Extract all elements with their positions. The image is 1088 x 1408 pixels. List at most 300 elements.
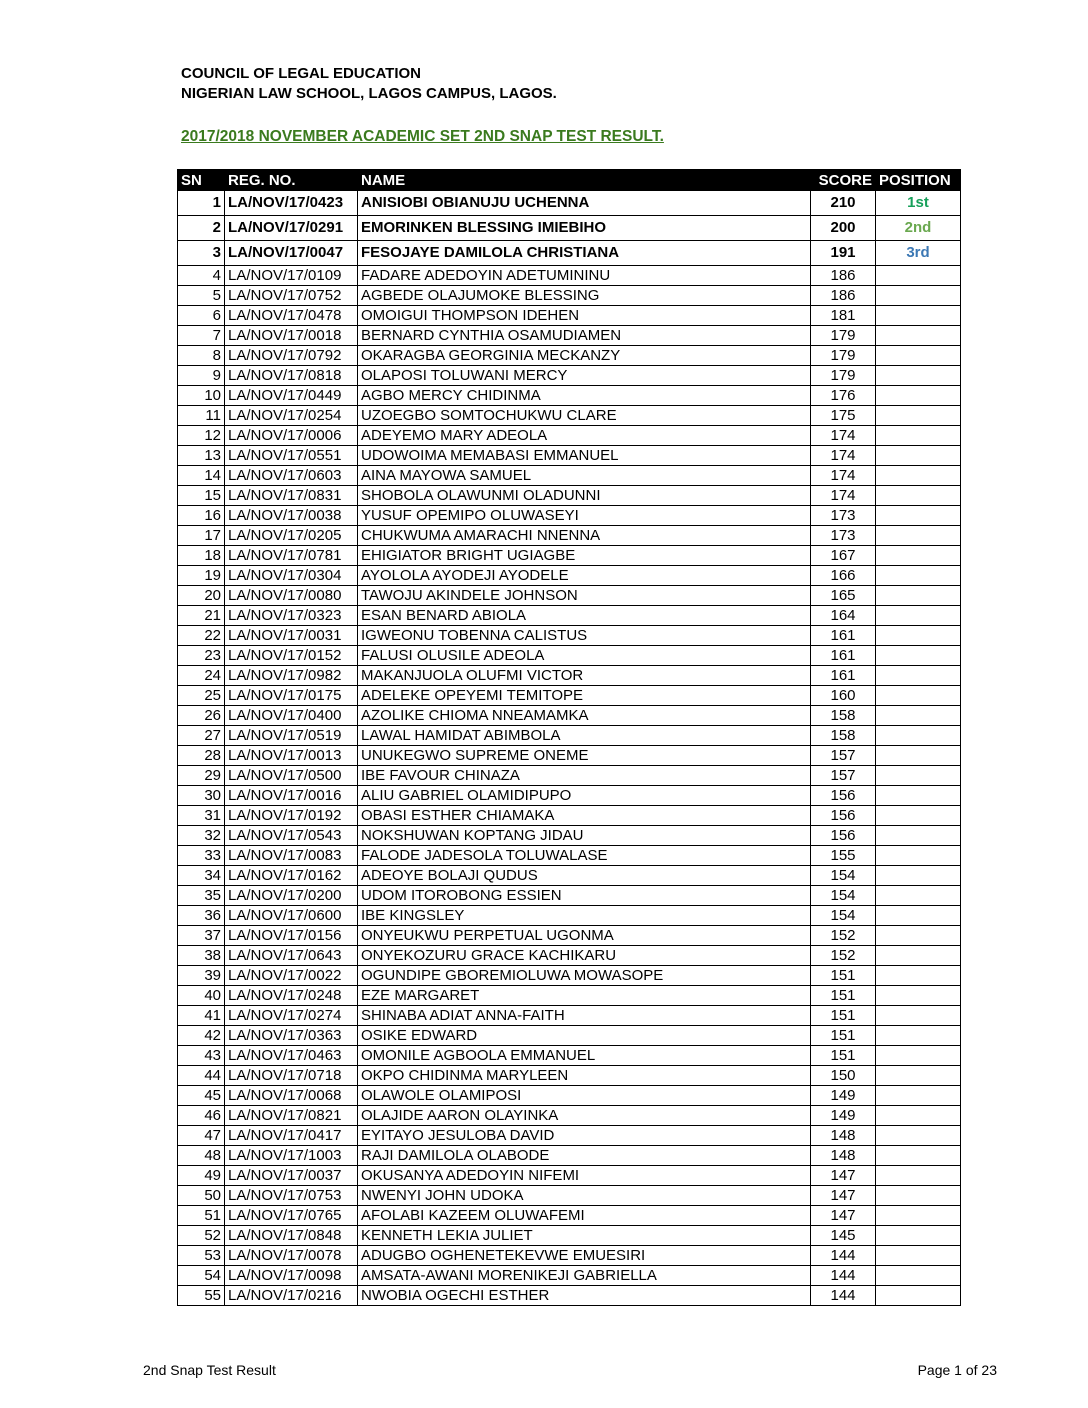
name-cell: NWENYI JOHN UDOKA xyxy=(358,1186,811,1206)
position-cell xyxy=(876,406,961,426)
score-cell: 173 xyxy=(811,526,876,546)
score-cell: 161 xyxy=(811,646,876,666)
position-cell xyxy=(876,1206,961,1226)
sn-cell: 9 xyxy=(178,366,225,386)
name-cell: RAJI DAMILOLA OLABODE xyxy=(358,1146,811,1166)
position-cell xyxy=(876,806,961,826)
table-row xyxy=(178,886,961,906)
position-cell xyxy=(876,646,961,666)
score-cell: 161 xyxy=(811,626,876,646)
table-row xyxy=(178,506,961,526)
name-cell: UDOWOIMA MEMABASI EMMANUEL xyxy=(358,446,811,466)
name-cell: ONYEKOZURU GRACE KACHIKARU xyxy=(358,946,811,966)
name-cell: IBE KINGSLEY xyxy=(358,906,811,926)
table-row xyxy=(178,1086,961,1106)
position-cell xyxy=(876,926,961,946)
score-cell: 145 xyxy=(811,1226,876,1246)
score-cell: 148 xyxy=(811,1146,876,1166)
position-cell xyxy=(876,526,961,546)
sn-cell: 20 xyxy=(178,586,225,606)
sn-cell: 47 xyxy=(178,1126,225,1146)
sn-cell: 24 xyxy=(178,666,225,686)
position-cell: 3rd xyxy=(876,241,961,266)
name-cell: ESAN BENARD ABIOLA xyxy=(358,606,811,626)
reg-no-cell: LA/NOV/17/0818 xyxy=(225,366,358,386)
score-cell: 149 xyxy=(811,1106,876,1126)
name-cell: CHUKWUMA AMARACHI NNENNA xyxy=(358,526,811,546)
sn-cell: 40 xyxy=(178,986,225,1006)
sn-cell: 26 xyxy=(178,706,225,726)
position-cell xyxy=(876,686,961,706)
score-cell: 151 xyxy=(811,1046,876,1066)
table-row xyxy=(178,686,961,706)
position-cell xyxy=(876,1046,961,1066)
results-table xyxy=(177,169,961,1306)
table-row xyxy=(178,946,961,966)
table-row xyxy=(178,1026,961,1046)
name-cell: OKARAGBA GEORGINIA MECKANZY xyxy=(358,346,811,366)
name-cell: FALUSI OLUSILE ADEOLA xyxy=(358,646,811,666)
column-header-position: POSITION xyxy=(876,170,961,191)
position-cell: 1st xyxy=(876,191,961,216)
table-row xyxy=(178,906,961,926)
table-row xyxy=(178,366,961,386)
position-cell xyxy=(876,666,961,686)
score-cell: 157 xyxy=(811,746,876,766)
reg-no-cell: LA/NOV/17/0254 xyxy=(225,406,358,426)
score-cell: 186 xyxy=(811,286,876,306)
score-cell: 156 xyxy=(811,826,876,846)
position-cell xyxy=(876,606,961,626)
score-cell: 156 xyxy=(811,806,876,826)
score-cell: 151 xyxy=(811,1026,876,1046)
position-cell xyxy=(876,486,961,506)
position-cell xyxy=(876,986,961,1006)
table-row xyxy=(178,726,961,746)
reg-no-cell: LA/NOV/17/0013 xyxy=(225,746,358,766)
sn-cell: 22 xyxy=(178,626,225,646)
sn-cell: 7 xyxy=(178,326,225,346)
name-cell: SHOBOLA OLAWUNMI OLADUNNI xyxy=(358,486,811,506)
reg-no-cell: LA/NOV/17/0500 xyxy=(225,766,358,786)
reg-no-cell: LA/NOV/17/0098 xyxy=(225,1266,358,1286)
reg-no-cell: LA/NOV/17/0982 xyxy=(225,666,358,686)
sn-cell: 53 xyxy=(178,1246,225,1266)
position-cell xyxy=(876,1226,961,1246)
score-cell: 161 xyxy=(811,666,876,686)
reg-no-cell: LA/NOV/17/0551 xyxy=(225,446,358,466)
table-row xyxy=(178,286,961,306)
position-cell xyxy=(876,626,961,646)
table-row xyxy=(178,666,961,686)
name-cell: UDOM ITOROBONG ESSIEN xyxy=(358,886,811,906)
table-row xyxy=(178,746,961,766)
score-cell: 152 xyxy=(811,926,876,946)
name-cell: TAWOJU AKINDELE JOHNSON xyxy=(358,586,811,606)
position-cell xyxy=(876,886,961,906)
sn-cell: 38 xyxy=(178,946,225,966)
score-cell: 174 xyxy=(811,486,876,506)
name-cell: AZOLIKE CHIOMA NNEAMAMKA xyxy=(358,706,811,726)
score-cell: 167 xyxy=(811,546,876,566)
reg-no-cell: LA/NOV/17/0323 xyxy=(225,606,358,626)
results-body xyxy=(178,191,961,1306)
score-cell: 166 xyxy=(811,566,876,586)
position-cell xyxy=(876,286,961,306)
table-row xyxy=(178,986,961,1006)
name-cell: AMSATA-AWANI MORENIKEJI GABRIELLA xyxy=(358,1266,811,1286)
score-cell: 164 xyxy=(811,606,876,626)
position-cell xyxy=(876,766,961,786)
score-cell: 148 xyxy=(811,1126,876,1146)
score-cell: 210 xyxy=(811,191,876,216)
score-cell: 147 xyxy=(811,1186,876,1206)
reg-no-cell: LA/NOV/17/0519 xyxy=(225,726,358,746)
reg-no-cell: LA/NOV/17/0603 xyxy=(225,466,358,486)
score-cell: 144 xyxy=(811,1266,876,1286)
sn-cell: 10 xyxy=(178,386,225,406)
table-row xyxy=(178,1106,961,1126)
reg-no-cell: LA/NOV/17/0078 xyxy=(225,1246,358,1266)
position-cell xyxy=(876,1186,961,1206)
score-cell: 144 xyxy=(811,1246,876,1266)
position-cell xyxy=(876,386,961,406)
footer-label: 2nd Snap Test Result xyxy=(143,1362,276,1378)
score-cell: 154 xyxy=(811,886,876,906)
position-cell xyxy=(876,966,961,986)
name-cell: KENNETH LEKIA JULIET xyxy=(358,1226,811,1246)
position-cell xyxy=(876,786,961,806)
table-row xyxy=(178,216,961,241)
sn-cell: 8 xyxy=(178,346,225,366)
name-cell: NWOBIA OGECHI ESTHER xyxy=(358,1286,811,1306)
sn-cell: 5 xyxy=(178,286,225,306)
sn-cell: 41 xyxy=(178,1006,225,1026)
score-cell: 200 xyxy=(811,216,876,241)
score-cell: 154 xyxy=(811,906,876,926)
reg-no-cell: LA/NOV/17/0848 xyxy=(225,1226,358,1246)
table-row xyxy=(178,241,961,266)
position-cell xyxy=(876,306,961,326)
sn-cell: 55 xyxy=(178,1286,225,1306)
sn-cell: 45 xyxy=(178,1086,225,1106)
sn-cell: 39 xyxy=(178,966,225,986)
sn-cell: 27 xyxy=(178,726,225,746)
table-row xyxy=(178,646,961,666)
name-cell: IGWEONU TOBENNA CALISTUS xyxy=(358,626,811,646)
score-cell: 160 xyxy=(811,686,876,706)
table-row xyxy=(178,466,961,486)
sn-cell: 34 xyxy=(178,866,225,886)
reg-no-cell: LA/NOV/17/0200 xyxy=(225,886,358,906)
table-row xyxy=(178,426,961,446)
name-cell: MAKANJUOLA OLUFMI VICTOR xyxy=(358,666,811,686)
reg-no-cell: LA/NOV/17/0718 xyxy=(225,1066,358,1086)
reg-no-cell: LA/NOV/17/0643 xyxy=(225,946,358,966)
table-row xyxy=(178,266,961,286)
score-cell: 186 xyxy=(811,266,876,286)
sn-cell: 1 xyxy=(178,191,225,216)
reg-no-cell: LA/NOV/17/0175 xyxy=(225,686,358,706)
name-cell: OLAJIDE AARON OLAYINKA xyxy=(358,1106,811,1126)
name-cell: EHIGIATOR BRIGHT UGIAGBE xyxy=(358,546,811,566)
reg-no-cell: LA/NOV/17/0022 xyxy=(225,966,358,986)
page-number: Page 1 of 23 xyxy=(917,1362,997,1378)
name-cell: FALODE JADESOLA TOLUWALASE xyxy=(358,846,811,866)
sn-cell: 13 xyxy=(178,446,225,466)
score-cell: 158 xyxy=(811,726,876,746)
score-cell: 179 xyxy=(811,346,876,366)
reg-no-cell: LA/NOV/17/0152 xyxy=(225,646,358,666)
score-cell: 176 xyxy=(811,386,876,406)
position-cell xyxy=(876,426,961,446)
score-cell: 150 xyxy=(811,1066,876,1086)
position-cell xyxy=(876,346,961,366)
score-cell: 165 xyxy=(811,586,876,606)
score-cell: 173 xyxy=(811,506,876,526)
score-cell: 181 xyxy=(811,306,876,326)
score-cell: 149 xyxy=(811,1086,876,1106)
sn-cell: 19 xyxy=(178,566,225,586)
sn-cell: 23 xyxy=(178,646,225,666)
table-row xyxy=(178,1066,961,1086)
reg-no-cell: LA/NOV/17/0080 xyxy=(225,586,358,606)
position-cell xyxy=(876,826,961,846)
position-cell xyxy=(876,1146,961,1166)
table-header-row xyxy=(178,170,961,191)
position-cell xyxy=(876,706,961,726)
table-row xyxy=(178,486,961,506)
sn-cell: 48 xyxy=(178,1146,225,1166)
score-cell: 191 xyxy=(811,241,876,266)
table-row xyxy=(178,1226,961,1246)
reg-no-cell: LA/NOV/17/0400 xyxy=(225,706,358,726)
reg-no-cell: LA/NOV/17/0363 xyxy=(225,1026,358,1046)
reg-no-cell: LA/NOV/17/0821 xyxy=(225,1106,358,1126)
position-cell xyxy=(876,366,961,386)
table-row xyxy=(178,1206,961,1226)
name-cell: OGUNDIPE GBOREMIOLUWA MOWASOPE xyxy=(358,966,811,986)
column-header-reg-no: REG. NO. xyxy=(225,170,358,191)
name-cell: OKPO CHIDINMA MARYLEEN xyxy=(358,1066,811,1086)
reg-no-cell: LA/NOV/17/0037 xyxy=(225,1166,358,1186)
table-row xyxy=(178,526,961,546)
sn-cell: 32 xyxy=(178,826,225,846)
table-row xyxy=(178,966,961,986)
sn-cell: 4 xyxy=(178,266,225,286)
position-cell xyxy=(876,1106,961,1126)
position-cell: 2nd xyxy=(876,216,961,241)
position-cell xyxy=(876,1286,961,1306)
reg-no-cell: LA/NOV/17/0156 xyxy=(225,926,358,946)
name-cell: AGBO MERCY CHIDINMA xyxy=(358,386,811,406)
table-row xyxy=(178,1166,961,1186)
score-cell: 157 xyxy=(811,766,876,786)
table-row xyxy=(178,606,961,626)
score-cell: 151 xyxy=(811,966,876,986)
sn-cell: 50 xyxy=(178,1186,225,1206)
reg-no-cell: LA/NOV/17/0016 xyxy=(225,786,358,806)
reg-no-cell: LA/NOV/17/0068 xyxy=(225,1086,358,1106)
score-cell: 154 xyxy=(811,866,876,886)
position-cell xyxy=(876,1066,961,1086)
position-cell xyxy=(876,906,961,926)
name-cell: ALIU GABRIEL OLAMIDIPUPO xyxy=(358,786,811,806)
name-cell: OLAPOSI TOLUWANI MERCY xyxy=(358,366,811,386)
name-cell: OMOIGUI THOMPSON IDEHEN xyxy=(358,306,811,326)
name-cell: EYITAYO JESULOBA DAVID xyxy=(358,1126,811,1146)
table-row xyxy=(178,566,961,586)
table-row xyxy=(178,1266,961,1286)
score-cell: 174 xyxy=(811,446,876,466)
reg-no-cell: LA/NOV/17/0304 xyxy=(225,566,358,586)
table-row xyxy=(178,191,961,216)
sn-cell: 43 xyxy=(178,1046,225,1066)
name-cell: IBE FAVOUR CHINAZA xyxy=(358,766,811,786)
reg-no-cell: LA/NOV/17/0765 xyxy=(225,1206,358,1226)
sn-cell: 46 xyxy=(178,1106,225,1126)
name-cell: FADARE ADEDOYIN ADETUMININU xyxy=(358,266,811,286)
score-cell: 144 xyxy=(811,1286,876,1306)
name-cell: ADEOYE BOLAJI QUDUS xyxy=(358,866,811,886)
name-cell: AFOLABI KAZEEM OLUWAFEMI xyxy=(358,1206,811,1226)
document-header xyxy=(181,64,557,104)
sn-cell: 31 xyxy=(178,806,225,826)
position-cell xyxy=(876,1086,961,1106)
reg-no-cell: LA/NOV/17/0291 xyxy=(225,216,358,241)
position-cell xyxy=(876,866,961,886)
table-row xyxy=(178,1246,961,1266)
reg-no-cell: LA/NOV/17/0038 xyxy=(225,506,358,526)
sn-cell: 51 xyxy=(178,1206,225,1226)
position-cell xyxy=(876,326,961,346)
name-cell: OBASI ESTHER CHIAMAKA xyxy=(358,806,811,826)
name-cell: FESOJAYE DAMILOLA CHRISTIANA xyxy=(358,241,811,266)
table-row xyxy=(178,1186,961,1206)
score-cell: 147 xyxy=(811,1166,876,1186)
table-row xyxy=(178,1146,961,1166)
position-cell xyxy=(876,1026,961,1046)
reg-no-cell: LA/NOV/17/0449 xyxy=(225,386,358,406)
score-cell: 155 xyxy=(811,846,876,866)
reg-no-cell: LA/NOV/17/0248 xyxy=(225,986,358,1006)
sn-cell: 3 xyxy=(178,241,225,266)
position-cell xyxy=(876,1126,961,1146)
name-cell: LAWAL HAMIDAT ABIMBOLA xyxy=(358,726,811,746)
score-cell: 175 xyxy=(811,406,876,426)
reg-no-cell: LA/NOV/17/0792 xyxy=(225,346,358,366)
score-cell: 147 xyxy=(811,1206,876,1226)
table-row xyxy=(178,1286,961,1306)
score-cell: 158 xyxy=(811,706,876,726)
table-row xyxy=(178,826,961,846)
position-cell xyxy=(876,946,961,966)
reg-no-cell: LA/NOV/17/0192 xyxy=(225,806,358,826)
table-row xyxy=(178,546,961,566)
column-header-sn: SN xyxy=(178,170,225,191)
reg-no-cell: LA/NOV/17/0018 xyxy=(225,326,358,346)
reg-no-cell: LA/NOV/17/0600 xyxy=(225,906,358,926)
name-cell: OMONILE AGBOOLA EMMANUEL xyxy=(358,1046,811,1066)
sn-cell: 12 xyxy=(178,426,225,446)
sn-cell: 33 xyxy=(178,846,225,866)
reg-no-cell: LA/NOV/17/0083 xyxy=(225,846,358,866)
sn-cell: 49 xyxy=(178,1166,225,1186)
table-row xyxy=(178,386,961,406)
sn-cell: 2 xyxy=(178,216,225,241)
position-cell xyxy=(876,1266,961,1286)
reg-no-cell: LA/NOV/17/0753 xyxy=(225,1186,358,1206)
position-cell xyxy=(876,506,961,526)
name-cell: AYOLOLA AYODEJI AYODELE xyxy=(358,566,811,586)
score-cell: 151 xyxy=(811,986,876,1006)
name-cell: ONYEUKWU PERPETUAL UGONMA xyxy=(358,926,811,946)
reg-no-cell: LA/NOV/17/0543 xyxy=(225,826,358,846)
reg-no-cell: LA/NOV/17/0463 xyxy=(225,1046,358,1066)
sn-cell: 17 xyxy=(178,526,225,546)
reg-no-cell: LA/NOV/17/0274 xyxy=(225,1006,358,1026)
score-cell: 151 xyxy=(811,1006,876,1026)
result-title: 2017/2018 NOVEMBER ACADEMIC SET 2ND SNAP TEST RESULT. xyxy=(181,128,664,145)
reg-no-cell: LA/NOV/17/0205 xyxy=(225,526,358,546)
sn-cell: 6 xyxy=(178,306,225,326)
table-row xyxy=(178,806,961,826)
position-cell xyxy=(876,1006,961,1026)
name-cell: ADUGBO OGHENETEKEVWE EMUESIRI xyxy=(358,1246,811,1266)
score-cell: 179 xyxy=(811,366,876,386)
council-name: COUNCIL OF LEGAL EDUCATION xyxy=(181,65,421,82)
table-row xyxy=(178,706,961,726)
reg-no-cell: LA/NOV/17/0478 xyxy=(225,306,358,326)
name-cell: NOKSHUWAN KOPTANG JIDAU xyxy=(358,826,811,846)
sn-cell: 15 xyxy=(178,486,225,506)
reg-no-cell: LA/NOV/17/0109 xyxy=(225,266,358,286)
position-cell xyxy=(876,726,961,746)
name-cell: UZOEGBO SOMTOCHUKWU CLARE xyxy=(358,406,811,426)
sn-cell: 36 xyxy=(178,906,225,926)
position-cell xyxy=(876,586,961,606)
table-row xyxy=(178,446,961,466)
sn-cell: 11 xyxy=(178,406,225,426)
reg-no-cell: LA/NOV/17/0006 xyxy=(225,426,358,446)
position-cell xyxy=(876,466,961,486)
name-cell: OLAWOLE OLAMIPOSI xyxy=(358,1086,811,1106)
sn-cell: 30 xyxy=(178,786,225,806)
sn-cell: 37 xyxy=(178,926,225,946)
reg-no-cell: LA/NOV/17/1003 xyxy=(225,1146,358,1166)
table-row xyxy=(178,1046,961,1066)
table-row xyxy=(178,346,961,366)
table-row xyxy=(178,1006,961,1026)
name-cell: OSIKE EDWARD xyxy=(358,1026,811,1046)
sn-cell: 18 xyxy=(178,546,225,566)
name-cell: OKUSANYA ADEDOYIN NIFEMI xyxy=(358,1166,811,1186)
column-header-name: NAME xyxy=(358,170,811,191)
name-cell: AGBEDE OLAJUMOKE BLESSING xyxy=(358,286,811,306)
reg-no-cell: LA/NOV/17/0423 xyxy=(225,191,358,216)
table-row xyxy=(178,866,961,886)
name-cell: ANISIOBI OBIANUJU UCHENNA xyxy=(358,191,811,216)
name-cell: ADEYEMO MARY ADEOLA xyxy=(358,426,811,446)
table-row xyxy=(178,586,961,606)
school-name: NIGERIAN LAW SCHOOL, LAGOS CAMPUS, LAGOS. xyxy=(181,85,557,102)
sn-cell: 29 xyxy=(178,766,225,786)
position-cell xyxy=(876,266,961,286)
reg-no-cell: LA/NOV/17/0031 xyxy=(225,626,358,646)
name-cell: AINA MAYOWA SAMUEL xyxy=(358,466,811,486)
table-row xyxy=(178,326,961,346)
table-row xyxy=(178,406,961,426)
